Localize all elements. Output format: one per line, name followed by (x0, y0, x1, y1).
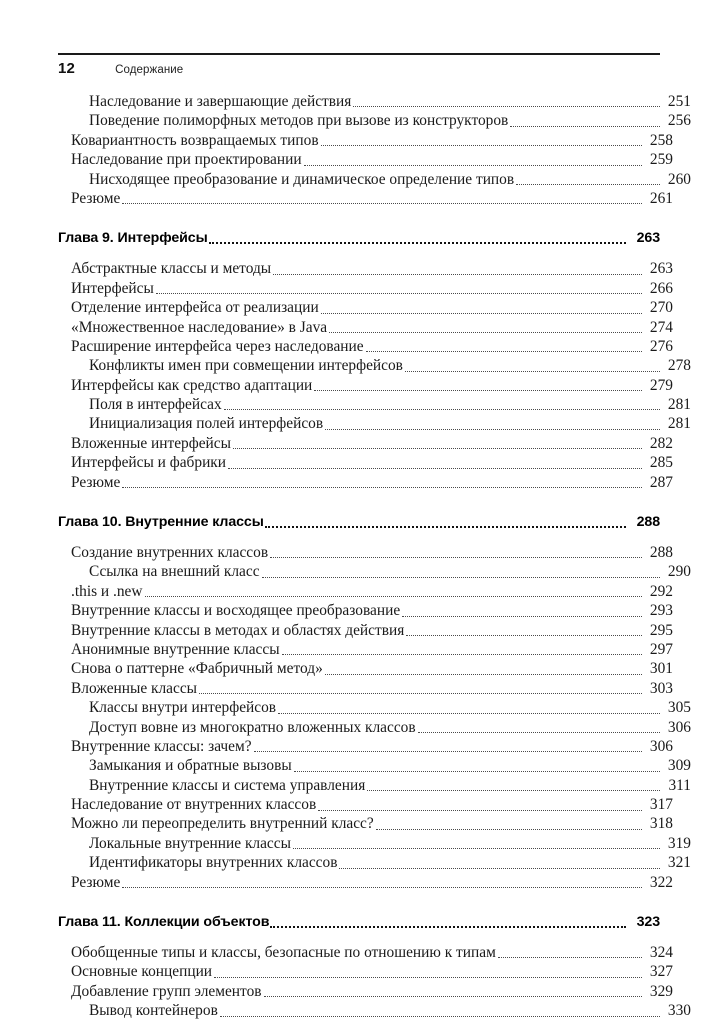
dot-leader (122, 473, 642, 492)
toc-entry[interactable] (58, 298, 673, 317)
toc-entry[interactable] (58, 962, 673, 981)
toc-entry-label: Резюме (71, 473, 121, 491)
toc-entry-page: 303 (649, 679, 673, 697)
dot-leader (199, 679, 642, 698)
toc-chapter-label: Глава 11. Коллекции объектов (58, 914, 270, 931)
table-of-contents (58, 92, 691, 1021)
toc-entry-page: 276 (649, 337, 673, 355)
toc-entry[interactable] (58, 170, 691, 189)
header-rule (58, 53, 660, 55)
toc-entry-label: Интерфейсы (71, 279, 154, 297)
running-header (58, 60, 660, 77)
toc-entry-label: Идентификаторы внутренних классов (89, 854, 338, 872)
toc-entry-page: 311 (668, 776, 691, 794)
toc-entry[interactable] (58, 131, 673, 150)
toc-chapter-heading[interactable] (58, 912, 660, 932)
toc-entry-label: Интерфейсы как средство адаптации (71, 376, 313, 394)
dot-leader (265, 512, 626, 532)
toc-entry-label: Анонимные внутренние классы (71, 640, 280, 658)
dot-leader (273, 259, 642, 278)
toc-entry-label: Внутренние классы и восходящее преобразование (71, 602, 401, 620)
dot-leader (156, 279, 642, 298)
dot-leader (278, 698, 660, 717)
toc-chapter-label: Глава 9. Интерфейсы (58, 230, 208, 247)
toc-entry[interactable] (58, 776, 691, 795)
toc-entry[interactable] (58, 414, 691, 433)
toc-entry-label: Нисходящее преобразование и динамическое определение типов (89, 170, 515, 188)
toc-entry[interactable] (58, 92, 691, 111)
toc-entry[interactable] (58, 318, 673, 337)
toc-entry-page: 317 (649, 796, 673, 814)
dot-leader (270, 543, 642, 562)
toc-entry-label: Резюме (71, 873, 121, 891)
toc-chapter-page: 288 (636, 514, 660, 531)
dot-leader (209, 228, 626, 248)
toc-entry-label: Снова о паттерне «Фабричный метод» (71, 660, 323, 678)
chapter-spacing-above (58, 208, 660, 228)
dot-leader (294, 756, 660, 775)
toc-entry-label: Основные концепции (71, 963, 213, 981)
dot-leader (282, 640, 642, 659)
toc-entry[interactable] (58, 834, 691, 853)
toc-entry-label: Вложенные интерфейсы (71, 434, 231, 452)
toc-entry-page: 327 (649, 963, 673, 981)
toc-entry-page: 306 (649, 737, 673, 755)
toc-entry-label: Ссылка на внешний класс (89, 563, 260, 581)
dot-leader (353, 92, 660, 111)
toc-entry-label: Создание внутренних классов (71, 544, 269, 562)
dot-leader (406, 621, 642, 640)
dot-leader (228, 453, 642, 472)
toc-entry-label: Можно ли переопределить внутренний класс? (71, 815, 374, 833)
toc-entry[interactable] (58, 356, 691, 375)
toc-entry-page: 258 (649, 131, 673, 149)
toc-entry-page: 322 (649, 873, 673, 891)
dot-leader (224, 395, 660, 414)
toc-entry-label: Абстрактные классы и методы (71, 260, 272, 278)
toc-entry[interactable] (58, 376, 673, 395)
dot-leader (325, 414, 660, 433)
toc-entry-page: 329 (649, 982, 673, 1000)
toc-entry-label: Замыкания и обратные вызовы (89, 757, 292, 775)
dot-leader (498, 943, 642, 962)
toc-entry[interactable] (58, 434, 673, 453)
toc-entry-label: Расширение интерфейса через наследование (71, 337, 364, 355)
toc-entry[interactable] (58, 601, 673, 620)
toc-entry-page: 278 (667, 357, 691, 375)
toc-entry[interactable] (58, 795, 673, 814)
toc-entry[interactable] (58, 279, 673, 298)
toc-entry[interactable] (58, 337, 673, 356)
toc-entry-label: Внутренние классы: зачем? (71, 737, 252, 755)
toc-entry[interactable] (58, 756, 691, 775)
toc-entry-label: Наследование при проектировании (71, 151, 302, 169)
toc-entry-page: 279 (649, 376, 673, 394)
toc-entry-page: 266 (649, 279, 673, 297)
toc-entry-page: 318 (649, 815, 673, 833)
toc-chapter-label: Глава 10. Внутренние классы (58, 514, 264, 531)
toc-entry[interactable] (58, 543, 673, 562)
toc-entry[interactable] (58, 943, 673, 962)
toc-entry-page: 259 (649, 151, 673, 169)
toc-entry[interactable] (58, 562, 691, 581)
toc-entry-page: 251 (667, 92, 691, 110)
toc-entry-page: 301 (649, 660, 673, 678)
dot-leader (314, 376, 642, 395)
toc-entry-page: 319 (667, 834, 691, 852)
dot-leader (402, 601, 642, 620)
chapter-spacing-below (58, 248, 660, 259)
toc-entry-label: Внутренние классы в методах и областях действия (71, 621, 405, 639)
dot-leader (122, 189, 642, 208)
dot-leader (321, 298, 642, 317)
toc-entry-page: 281 (667, 415, 691, 433)
toc-entry[interactable] (58, 395, 691, 414)
chapter-spacing-above (58, 492, 660, 512)
toc-entry[interactable] (58, 1001, 691, 1020)
toc-entry-page: 263 (649, 260, 673, 278)
dot-leader (318, 795, 642, 814)
toc-chapter-heading[interactable] (58, 228, 660, 248)
dot-leader (214, 962, 642, 981)
toc-entry-label: Инициализация полей интерфейсов (89, 415, 324, 433)
dot-leader (325, 659, 642, 678)
dot-leader (233, 434, 642, 453)
toc-entry-label: Наследование от внутренних классов (71, 796, 317, 814)
toc-entry-page: 309 (667, 757, 691, 775)
toc-entry-page: 270 (649, 299, 673, 317)
toc-entry-label: Конфликты имен при совмещении интерфейсов (89, 357, 403, 375)
dot-leader (270, 912, 626, 932)
toc-entry-label: Добавление групп элементов (71, 982, 262, 1000)
toc-entry-page: 330 (667, 1002, 691, 1020)
toc-entry[interactable] (58, 150, 673, 169)
toc-entry[interactable] (58, 659, 673, 678)
chapter-spacing-below (58, 932, 660, 943)
dot-leader (145, 582, 642, 601)
toc-chapter-page: 323 (636, 914, 660, 931)
toc-entry[interactable] (58, 737, 673, 756)
toc-entry-page: 260 (667, 170, 691, 188)
toc-entry[interactable] (58, 679, 673, 698)
toc-entry[interactable] (58, 853, 691, 872)
toc-entry[interactable] (58, 982, 673, 1001)
toc-entry-page: 290 (667, 563, 691, 581)
toc-entry-label: Внутренние классы и система управления (89, 776, 366, 794)
toc-chapter-heading[interactable] (58, 512, 660, 532)
chapter-spacing-above (58, 892, 660, 912)
dot-leader (339, 853, 660, 872)
toc-entry[interactable] (58, 815, 673, 834)
toc-entry-label: .this и .new (71, 582, 143, 600)
toc-entry-label: Поведение полиморфных методов при вызове из конструкторов (89, 112, 509, 130)
toc-entry[interactable] (58, 718, 691, 737)
toc-entry-page: 281 (667, 396, 691, 414)
dot-leader (321, 131, 642, 150)
toc-entry[interactable] (58, 698, 691, 717)
toc-entry-label: «Множественное наследование» в Java (71, 318, 328, 336)
toc-entry-label: Поля в интерфейсах (89, 396, 222, 414)
toc-entry-label: Интерфейсы и фабрики (71, 454, 227, 472)
dot-leader (376, 815, 642, 834)
dot-leader (304, 150, 642, 169)
page-number: 12 (58, 60, 76, 77)
toc-entry[interactable] (58, 189, 673, 208)
dot-leader (293, 834, 660, 853)
toc-entry-page: 295 (649, 621, 673, 639)
toc-entry-page: 321 (667, 854, 691, 872)
toc-entry[interactable] (58, 640, 673, 659)
toc-entry-label: Классы внутри интерфейсов (89, 699, 277, 717)
toc-entry[interactable] (58, 621, 673, 640)
toc-entry-label: Доступ вовне из многократно вложенных классов (89, 718, 416, 736)
dot-leader (264, 982, 642, 1001)
toc-chapter-page: 263 (636, 230, 660, 247)
toc-entry-page: 293 (649, 602, 673, 620)
toc-entry-label: Обобщенные типы и классы, безопасные по отношению к типам (71, 944, 496, 962)
toc-entry-page: 305 (667, 699, 691, 717)
dot-leader (510, 111, 660, 130)
dot-leader (329, 318, 642, 337)
toc-entry-page: 261 (649, 189, 673, 207)
running-title: Содержание (115, 64, 184, 76)
toc-entry-label: Локальные внутренние классы (89, 834, 291, 852)
dot-leader (418, 718, 660, 737)
chapter-spacing-below (58, 532, 660, 543)
toc-entry-page: 306 (667, 718, 691, 736)
dot-leader (262, 562, 660, 581)
toc-entry-page: 324 (649, 944, 673, 962)
toc-entry-label: Вложенные классы (71, 679, 198, 697)
toc-entry-page: 256 (667, 112, 691, 130)
toc-entry-label: Вывод контейнеров (89, 1002, 218, 1020)
toc-entry[interactable] (58, 873, 673, 892)
toc-entry-label: Наследование и завершающие действия (89, 92, 352, 110)
toc-entry-label: Резюме (71, 189, 121, 207)
dot-leader (516, 170, 660, 189)
toc-entry-page: 287 (649, 473, 673, 491)
dot-leader (254, 737, 642, 756)
toc-entry-label: Ковариантность возвращаемых типов (71, 131, 319, 149)
toc-entry[interactable] (58, 453, 673, 472)
dot-leader (366, 337, 642, 356)
toc-entry-page: 282 (649, 434, 673, 452)
toc-entry-page: 274 (649, 318, 673, 336)
toc-entry-page: 288 (649, 544, 673, 562)
toc-entry[interactable] (58, 111, 691, 130)
toc-entry[interactable] (58, 259, 673, 278)
dot-leader (367, 776, 660, 795)
toc-entry-page: 285 (649, 454, 673, 472)
toc-entry[interactable] (58, 473, 673, 492)
dot-leader (220, 1001, 660, 1020)
dot-leader (122, 873, 642, 892)
toc-entry-label: Отделение интерфейса от реализации (71, 299, 319, 317)
toc-entry[interactable] (58, 582, 673, 601)
dot-leader (405, 356, 660, 375)
toc-entry-page: 292 (649, 582, 673, 600)
toc-entry-page: 297 (649, 640, 673, 658)
